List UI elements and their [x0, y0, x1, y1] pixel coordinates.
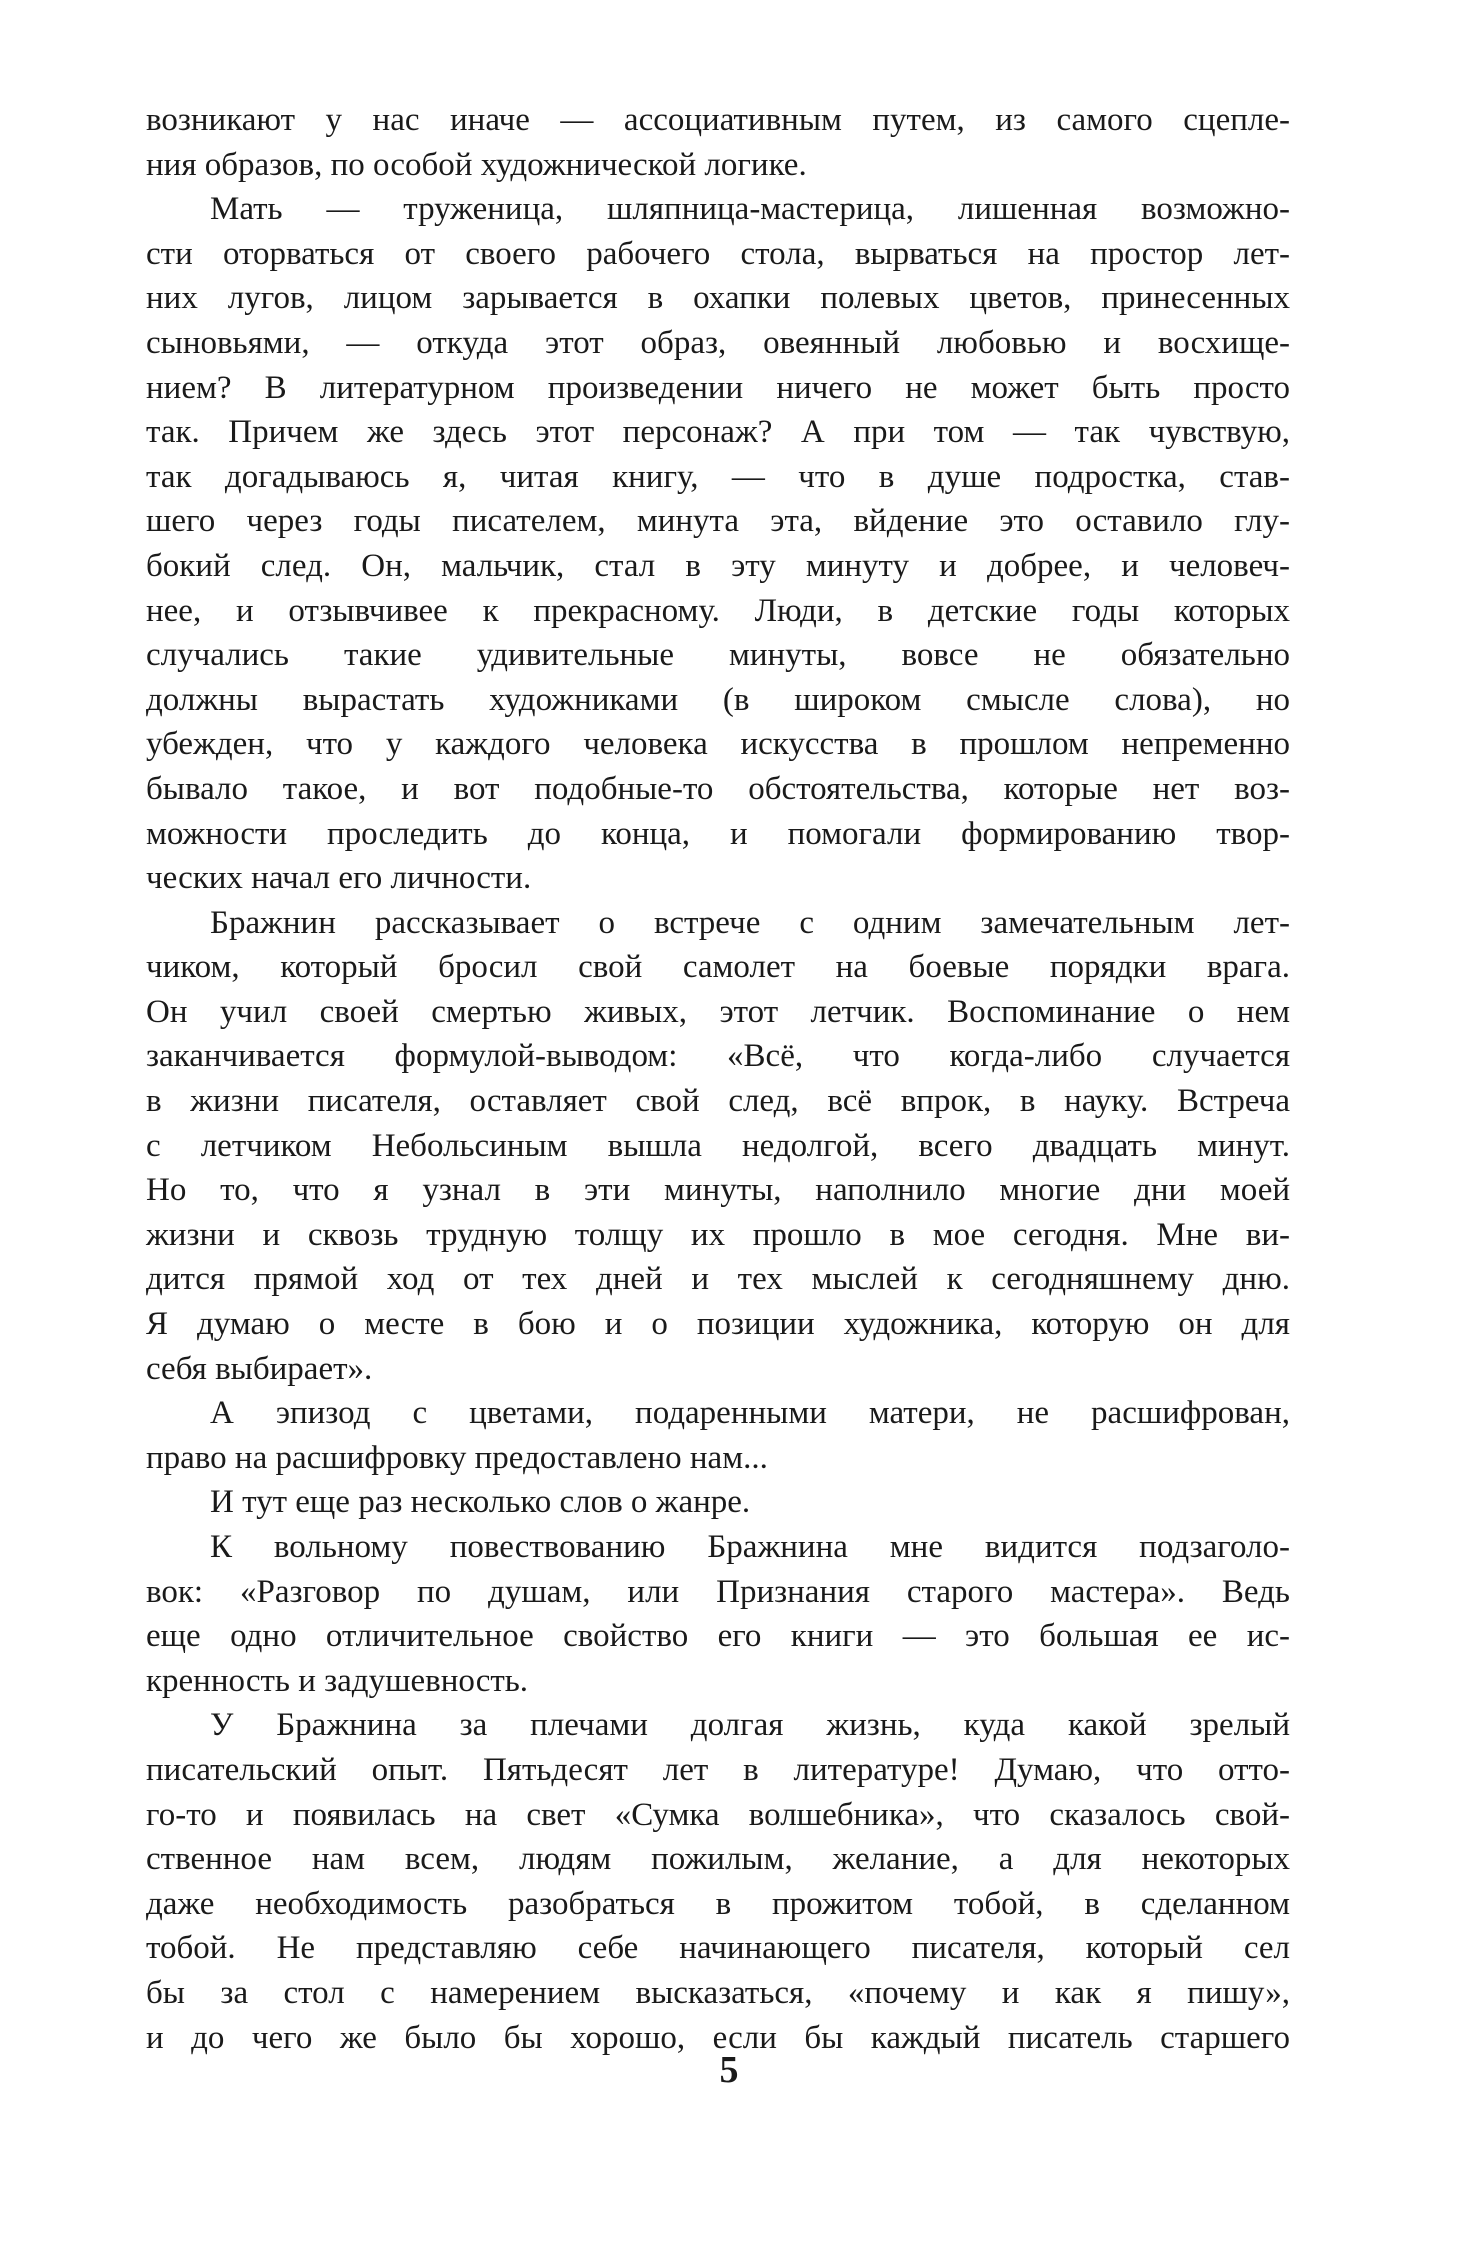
text-line: нием? В литературном произведении ничего не может быть просто	[146, 369, 1290, 406]
text-line: с летчиком Небольсиным вышла недолгой, всего двадцать минут.	[146, 1127, 1290, 1164]
text-line: Он учил своей смертью живых, этот летчик. Воспоминание о нем	[146, 993, 1290, 1030]
text-line: го-то и появилась на свет «Сумка волшебника», что сказалось свой-	[146, 1796, 1290, 1833]
text-line: даже необходимость разобраться в прожитом тобой, в сделанном	[146, 1885, 1290, 1922]
text-line: заканчивается формулой-выводом: «Всё, что когда-либо случается	[146, 1038, 1290, 1075]
page-number: 5	[719, 2049, 739, 2091]
text-line: жизни и сквозь трудную толщу их прошло в мое сегодня. Мне ви-	[146, 1216, 1290, 1253]
text-line: право на расшифровку предоставлено нам...	[146, 1439, 768, 1476]
text-line: вок: «Разговор по душам, или Признания старого мастера». Ведь	[146, 1573, 1290, 1610]
text-line: должны вырастать художниками (в широком смысле слова), но	[146, 681, 1290, 718]
text-line: К вольному повествованию Бражнина мне видится подзаголо-	[210, 1529, 1290, 1565]
text-line: так догадываюсь я, читая книгу, — что в душе подростка, став-	[146, 458, 1290, 495]
text-line: бывало такое, и вот подобные-то обстоятельства, которые нет воз-	[146, 770, 1290, 807]
text-line: и до чего же было бы хорошо, если бы каждый писатель старшего	[146, 2019, 1290, 2056]
text-line: дится прямой ход от тех дней и тех мыслей к сегодняшнему дню.	[146, 1261, 1290, 1298]
text-line: бокий след. Он, мальчик, стал в эту минуту и добрее, и человеч-	[146, 547, 1290, 584]
text-line: кренность и задушевность.	[146, 1662, 529, 1699]
text-line: тобой. Не представляю себе начинающего писателя, который сел	[146, 1930, 1290, 1967]
body-text	[146, 98, 1290, 2060]
text-line: случались такие удивительные минуты, вовсе не обязательно	[146, 637, 1290, 674]
text-line: бы за стол с намерением высказаться, «почему и как я пишу»,	[146, 1974, 1290, 2011]
text-line: убежден, что у каждого человека искусства в прошлом непременно	[146, 726, 1290, 763]
text-line: них лугов, лицом зарывается в охапки полевых цветов, принесенных	[146, 280, 1290, 317]
text-line: чиком, который бросил свой самолет на боевые порядки врага.	[146, 949, 1290, 986]
text-line: шего через годы писателем, минута эта, вйдение это оставило глу-	[146, 503, 1290, 540]
text-line: в жизни писателя, оставляет свой след, всё впрок, в науку. Встреча	[146, 1083, 1290, 1120]
text-line: себя выбирает».	[146, 1350, 373, 1387]
text-line: так. Причем же здесь этот персонаж? А при том — так чувствую,	[146, 414, 1290, 451]
text-line: возникают у нас иначе — ассоциативным путем, из самого сцепле-	[146, 102, 1290, 138]
text-line: И тут еще раз несколько слов о жанре.	[210, 1484, 751, 1521]
text-line: можности проследить до конца, и помогали формированию твор-	[146, 815, 1290, 852]
text-line: ческих начал его личности.	[146, 860, 532, 897]
text-line: Мать — труженица, шляпница-мастерица, лишенная возможно-	[210, 191, 1290, 228]
text-line: писательский опыт. Пятьдесят лет в литературе! Думаю, что отто-	[146, 1751, 1290, 1788]
text-line: Я думаю о месте в бою и о позиции художника, которую он для	[146, 1306, 1290, 1343]
text-line: Бражнин рассказывает о встрече с одним замечательным лет-	[210, 904, 1290, 941]
text-line: А эпизод с цветами, подаренными матери, не расшифрован,	[210, 1395, 1290, 1432]
text-line: Но то, что я узнал в эти минуты, наполнило многие дни моей	[146, 1172, 1290, 1209]
text-line: ственное нам всем, людям пожилым, желание, а для некоторых	[146, 1841, 1290, 1878]
text-line: ния образов, по особой художнической логике.	[146, 146, 807, 183]
text-line: У Бражнина за плечами долгая жизнь, куда какой зрелый	[210, 1707, 1290, 1744]
text-line: нее, и отзывчивее к прекрасному. Люди, в детские годы которых	[146, 592, 1290, 629]
text-line: сти оторваться от своего рабочего стола, вырваться на простор лет-	[146, 235, 1290, 272]
text-line: сыновьями, — откуда этот образ, овеянный любовью и восхище-	[146, 324, 1290, 361]
text-line: еще одно отличительное свойство его книги — это большая ее ис-	[146, 1618, 1290, 1655]
